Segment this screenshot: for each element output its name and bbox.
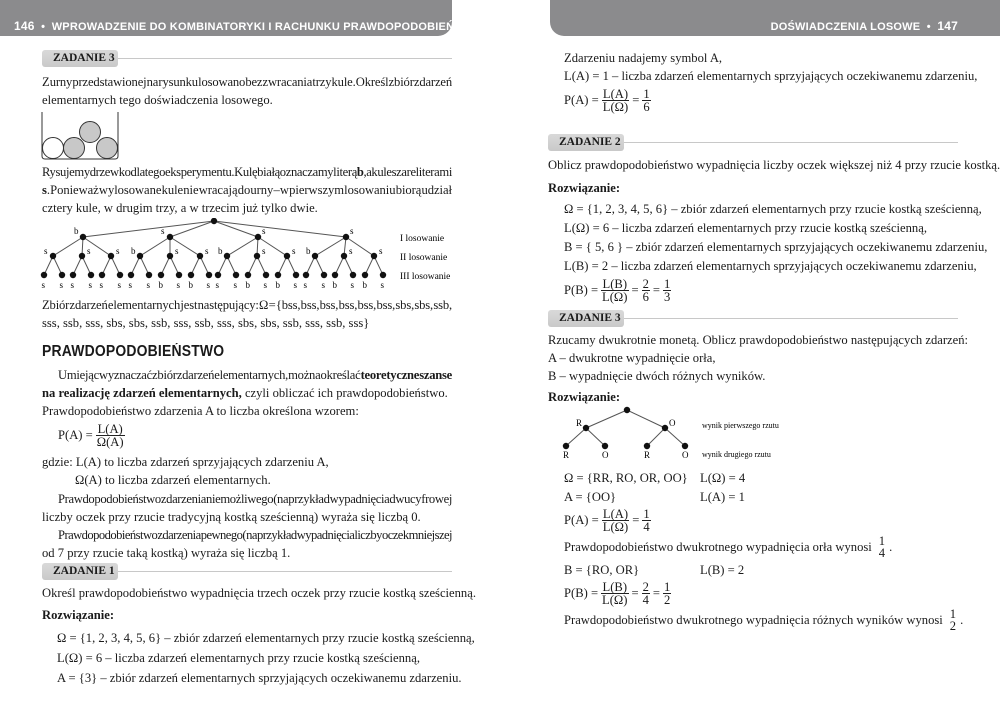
- tree-node: [254, 253, 260, 259]
- task-badge: ZADANIE 1: [42, 563, 118, 580]
- text-line: Prawdopodobieństwo zdarzenia pewnego (na przykład wypadnięcia liczby oczek mniejszej: [58, 528, 452, 542]
- text-line: L(Ω) = 6 – liczba zdarzeń elementarnych przy rzucie kostką sześcienną,: [57, 651, 420, 665]
- node-label: s: [262, 226, 266, 236]
- node-label: R: [576, 418, 583, 428]
- tree-node: [350, 272, 356, 278]
- tree-node: [312, 253, 318, 259]
- tree-node: [167, 234, 173, 240]
- node-label: s: [321, 280, 326, 290]
- tree-node: [117, 272, 123, 278]
- event-b-count: L(B) = 2: [700, 563, 745, 577]
- omega-set: Ω = {RR, RO, OR, OO}: [564, 471, 688, 485]
- node-label: s: [262, 246, 266, 256]
- tree-node: [284, 253, 290, 259]
- text-line: B = { 5, 6 } – zbiór zdarzeń elementarnych sprzyjających oczekiwanemu zdarzeniu,: [564, 240, 988, 254]
- tree-edge: [586, 410, 627, 428]
- node-label: b: [74, 226, 79, 236]
- node-label: b: [275, 280, 280, 290]
- divider: [118, 571, 452, 572]
- conclusion-line: Prawdopodobieństwo dwukrotnego wypadnięcia orła wynosi 1 4 .: [564, 534, 893, 560]
- tree-edge: [586, 428, 605, 446]
- level-label: wynik drugiego rzutu: [702, 450, 771, 459]
- tree-node: [602, 443, 608, 449]
- tree-node: [41, 272, 47, 278]
- task-heading: [42, 563, 452, 581]
- node-label: s: [116, 246, 120, 256]
- level-label: I losowanie: [400, 234, 445, 244]
- solution-label: Rozwiązanie:: [548, 181, 621, 195]
- tree-node: [303, 272, 309, 278]
- event-a-count: L(A) = 1: [700, 490, 745, 504]
- node-label: b: [131, 246, 136, 256]
- text-line: Prawdopodobieństwo zdarzenia A to liczba określona wzorem:: [42, 404, 359, 418]
- tree-node: [275, 272, 281, 278]
- tree-node: [206, 272, 212, 278]
- tree-node: [341, 253, 347, 259]
- node-label: O: [669, 418, 676, 428]
- tree-edge: [566, 428, 586, 446]
- node-label: s: [146, 280, 151, 290]
- tree-node: [167, 253, 173, 259]
- tree-node: [188, 272, 194, 278]
- tree-node: [263, 272, 269, 278]
- tree-node: [362, 272, 368, 278]
- tree-node: [245, 272, 251, 278]
- node-label: b: [188, 280, 193, 290]
- tree-node: [80, 234, 86, 240]
- page-number: 147: [937, 19, 958, 33]
- node-label: s: [59, 280, 64, 290]
- tree-edge: [647, 428, 665, 446]
- tree-edge: [83, 221, 214, 237]
- node-label: s: [215, 280, 220, 290]
- node-label: s: [44, 246, 48, 256]
- divider: [624, 142, 958, 143]
- text-line: Ω(A) to liczba zdarzeń elementarnych.: [75, 473, 271, 487]
- node-label: R: [563, 450, 570, 460]
- tree-node: [79, 253, 85, 259]
- text-line: Umiejąc wyznaczać zbiór zdarzeń elementarnych, można określać teoretyczne szanse: [58, 368, 452, 382]
- node-label: s: [350, 226, 354, 236]
- node-label: s: [175, 246, 179, 256]
- node-label: s: [41, 280, 46, 290]
- task-heading: [42, 50, 452, 68]
- tree-node: [224, 253, 230, 259]
- level-label: III losowanie: [400, 272, 451, 282]
- text-line: cztery kule, w drugim trzy, a w trzecim już tylko dwie.: [42, 201, 318, 215]
- tree-node: [644, 443, 650, 449]
- gray-ball: [97, 138, 118, 159]
- tree-node: [128, 272, 134, 278]
- node-label: s: [379, 246, 383, 256]
- question: Oblicz prawdopodobieństwo wypadnięcia liczby oczek większej niż 4 przy rzucie kostką.: [548, 158, 1000, 172]
- tree-node: [176, 272, 182, 278]
- tree-node: [197, 253, 203, 259]
- node-label: b: [158, 280, 163, 290]
- probability-tree: [0, 218, 470, 293]
- text-line: Rzucamy dwukrotnie monetą. Oblicz prawdopodobieństwo następujących zdarzeń:: [548, 333, 969, 347]
- node-label: b: [362, 280, 367, 290]
- tree-node: [563, 443, 569, 449]
- divider: [624, 318, 958, 319]
- tree-edge: [665, 428, 685, 446]
- text-line: liczby oczek przy rzucie tradycyjną kostką sześcienną) wyraża się liczbą 0.: [42, 510, 421, 524]
- node-label: s: [205, 246, 209, 256]
- tree-node: [682, 443, 688, 449]
- text-line: L(Ω) = 6 – liczba zdarzeń elementarnych przy rzucie kostką sześcienną,: [564, 221, 927, 235]
- text-line: na realizację zdarzeń elementarnych, czyli obliczać ich prawdopodobieństwo.: [42, 386, 448, 400]
- node-label: b: [218, 246, 223, 256]
- node-label: R: [644, 450, 651, 460]
- node-label: O: [682, 450, 689, 460]
- question: Określ prawdopodobieństwo wypadnięcia trzech oczek przy rzucie kostką sześcienną.: [42, 586, 476, 600]
- text-line: L(B) = 2 – liczba zdarzeń elementarnych sprzyjających oczekiwanemu zdarzeniu,: [564, 259, 977, 273]
- node-label: s: [161, 226, 165, 236]
- tree-node: [211, 218, 217, 224]
- node-label: s: [293, 280, 298, 290]
- task-badge: ZADANIE 3: [42, 50, 118, 67]
- tree-node: [343, 234, 349, 240]
- node-label: s: [99, 280, 104, 290]
- left-page-header: [0, 0, 487, 36]
- tree-node: [59, 272, 65, 278]
- tree-edge: [315, 237, 346, 256]
- tree-node: [662, 425, 668, 431]
- node-label: s: [292, 246, 296, 256]
- tree-edge: [53, 237, 83, 256]
- node-label: s: [70, 280, 75, 290]
- text-line: gdzie: L(A) to liczba zdarzeń sprzyjających zdarzeniu A,: [42, 455, 329, 469]
- divider: [118, 58, 452, 59]
- task-badge: ZADANIE 2: [548, 134, 624, 151]
- gray-ball: [80, 122, 101, 143]
- text-line: Zdarzeniu nadajemy symbol A,: [564, 51, 723, 65]
- tree-node: [321, 272, 327, 278]
- tree-node: [583, 425, 589, 431]
- tree-node: [255, 234, 261, 240]
- probability-formula: P(A) = $\frac{L(A)}{L(\Omega)}$ = $\frac{1}{6}$: [564, 86, 650, 114]
- tree-node: [233, 272, 239, 278]
- event-b-set: B = {RO, OR}: [564, 563, 640, 577]
- text-line: Z urny przedstawionej na rysunku losowano bez zwracania trzy kule. Określ zbiór zdarzeń: [42, 75, 452, 89]
- solution-label: Rozwiązanie:: [42, 608, 115, 622]
- tree-node: [624, 407, 630, 413]
- tree-edge: [214, 221, 346, 237]
- text-line: s. Ponieważ wylosowane kule nie wracają do urny – w pierwszym losowaniu biorą udział: [42, 183, 452, 197]
- text-line: A – dwukrotne wypadnięcie orła,: [548, 351, 716, 365]
- tree-node: [50, 253, 56, 259]
- text-line: A = {3} – zbiór zdarzeń elementarnych sprzyjających oczekiwanemu zdarzeniu.: [57, 671, 462, 685]
- gray-ball: [64, 138, 85, 159]
- level-label: II losowanie: [400, 253, 448, 263]
- omega-set-line: Zbiór zdarzeń elementarnych jest następujący: Ω = {bss, bss, bss, bss, bss, bss, sbs, sbs, ssb,: [42, 298, 452, 312]
- text-line: B – wypadnięcie dwóch różnych wyników.: [548, 369, 766, 383]
- node-label: s: [206, 280, 211, 290]
- text-line: Ω = {1, 2, 3, 4, 5, 6} – zbiór zdarzeń elementarnych przy rzucie kostką sześcienną,: [57, 631, 475, 645]
- node-label: s: [349, 246, 353, 256]
- node-label: s: [303, 280, 308, 290]
- running-title: DOŚWIADCZENIA LOSOWE: [770, 21, 921, 33]
- node-label: b: [306, 246, 311, 256]
- bullet: •: [926, 21, 931, 33]
- node-label: s: [117, 280, 122, 290]
- text-line: Ω = {1, 2, 3, 4, 5, 6} – zbiór zdarzeń elementarnych przy rzucie kostką sześcienną,: [564, 202, 982, 216]
- tree-node: [371, 253, 377, 259]
- node-label: s: [380, 280, 385, 290]
- task-heading: [548, 134, 958, 152]
- right-page-header: [550, 0, 1000, 36]
- node-label: s: [233, 280, 238, 290]
- text-line: L(A) = 1 – liczba zdarzeń elementarnych sprzyjających oczekiwanemu zdarzeniu,: [564, 69, 978, 83]
- tree-node: [108, 253, 114, 259]
- probability-formula: P(A) = $\frac{L(A)}{\Omega(A)}$: [58, 421, 124, 449]
- node-label: s: [88, 280, 93, 290]
- tree-node: [380, 272, 386, 278]
- tree-node: [99, 272, 105, 278]
- tree-node: [158, 272, 164, 278]
- text-line: elementarnych tego doświadczenia losowego.: [42, 93, 273, 107]
- tree-node: [146, 272, 152, 278]
- probability-formula: P(A) = $\frac{L(A)}{L(\Omega)}$ = $\frac{1}{4}$: [564, 506, 650, 534]
- tree-edge: [140, 237, 170, 256]
- white-ball: [43, 138, 64, 159]
- node-label: s: [87, 246, 91, 256]
- probability-formula: P(B) = $\frac{L(B)}{L(\Omega)}$ = $\frac{2}{4}$ = $\frac{1}{2}$: [564, 579, 671, 607]
- tree-edge: [227, 237, 258, 256]
- solution-label: Rozwiązanie:: [548, 390, 621, 404]
- coin-tree: [540, 404, 840, 464]
- text-line: Prawdopodobieństwo zdarzenia niemożliwego (na przykład wypadnięcia dwucyfrowej: [58, 492, 452, 506]
- tree-node: [88, 272, 94, 278]
- tree-node: [70, 272, 76, 278]
- node-label: O: [602, 450, 609, 460]
- tree-node: [137, 253, 143, 259]
- node-label: s: [176, 280, 181, 290]
- node-label: s: [350, 280, 355, 290]
- tree-node: [332, 272, 338, 278]
- section-heading: PRAWDOPODOBIEŃSTWO: [42, 343, 225, 360]
- running-title: WPROWADZENIE DO KOMBINATORYKI I RACHUNKU PRAWDOPODOBIEŃSTWA: [51, 21, 487, 33]
- omega-count: L(Ω) = 4: [700, 471, 746, 485]
- task-heading: [548, 310, 958, 328]
- bullet: •: [41, 21, 46, 33]
- tree-edge: [627, 410, 665, 428]
- page-number: 146: [14, 19, 35, 33]
- urn-illustration: [40, 110, 122, 162]
- tree-node: [215, 272, 221, 278]
- node-label: s: [263, 280, 268, 290]
- node-label: s: [128, 280, 133, 290]
- node-label: b: [245, 280, 250, 290]
- text-line: od 7 przy rzucie taką kostką) wyraża się liczbą 1.: [42, 546, 291, 560]
- omega-set-line: sss, ssb, sss, sbs, sbs, ssb, sss, ssb, sss, sbs, sbs, ssb, sss, ssb, sss}: [42, 316, 370, 330]
- text-line: Rysujemy drzewko dla tego eksperymentu. Kulę białą oznaczamy literą b, a kule szare literami: [42, 165, 452, 179]
- probability-formula: P(B) = $\frac{L(B)}{L(\Omega)}$ = $\frac{2}{6}$ = $\frac{1}{3}$: [564, 276, 671, 304]
- node-label: b: [332, 280, 337, 290]
- event-a-set: A = {OO}: [564, 490, 617, 504]
- level-label: wynik pierwszego rzutu: [702, 421, 779, 430]
- tree-node: [293, 272, 299, 278]
- conclusion-line: Prawdopodobieństwo dwukrotnego wypadnięcia różnych wyników wynosi 1 2 .: [564, 607, 964, 633]
- task-badge: ZADANIE 3: [548, 310, 624, 327]
